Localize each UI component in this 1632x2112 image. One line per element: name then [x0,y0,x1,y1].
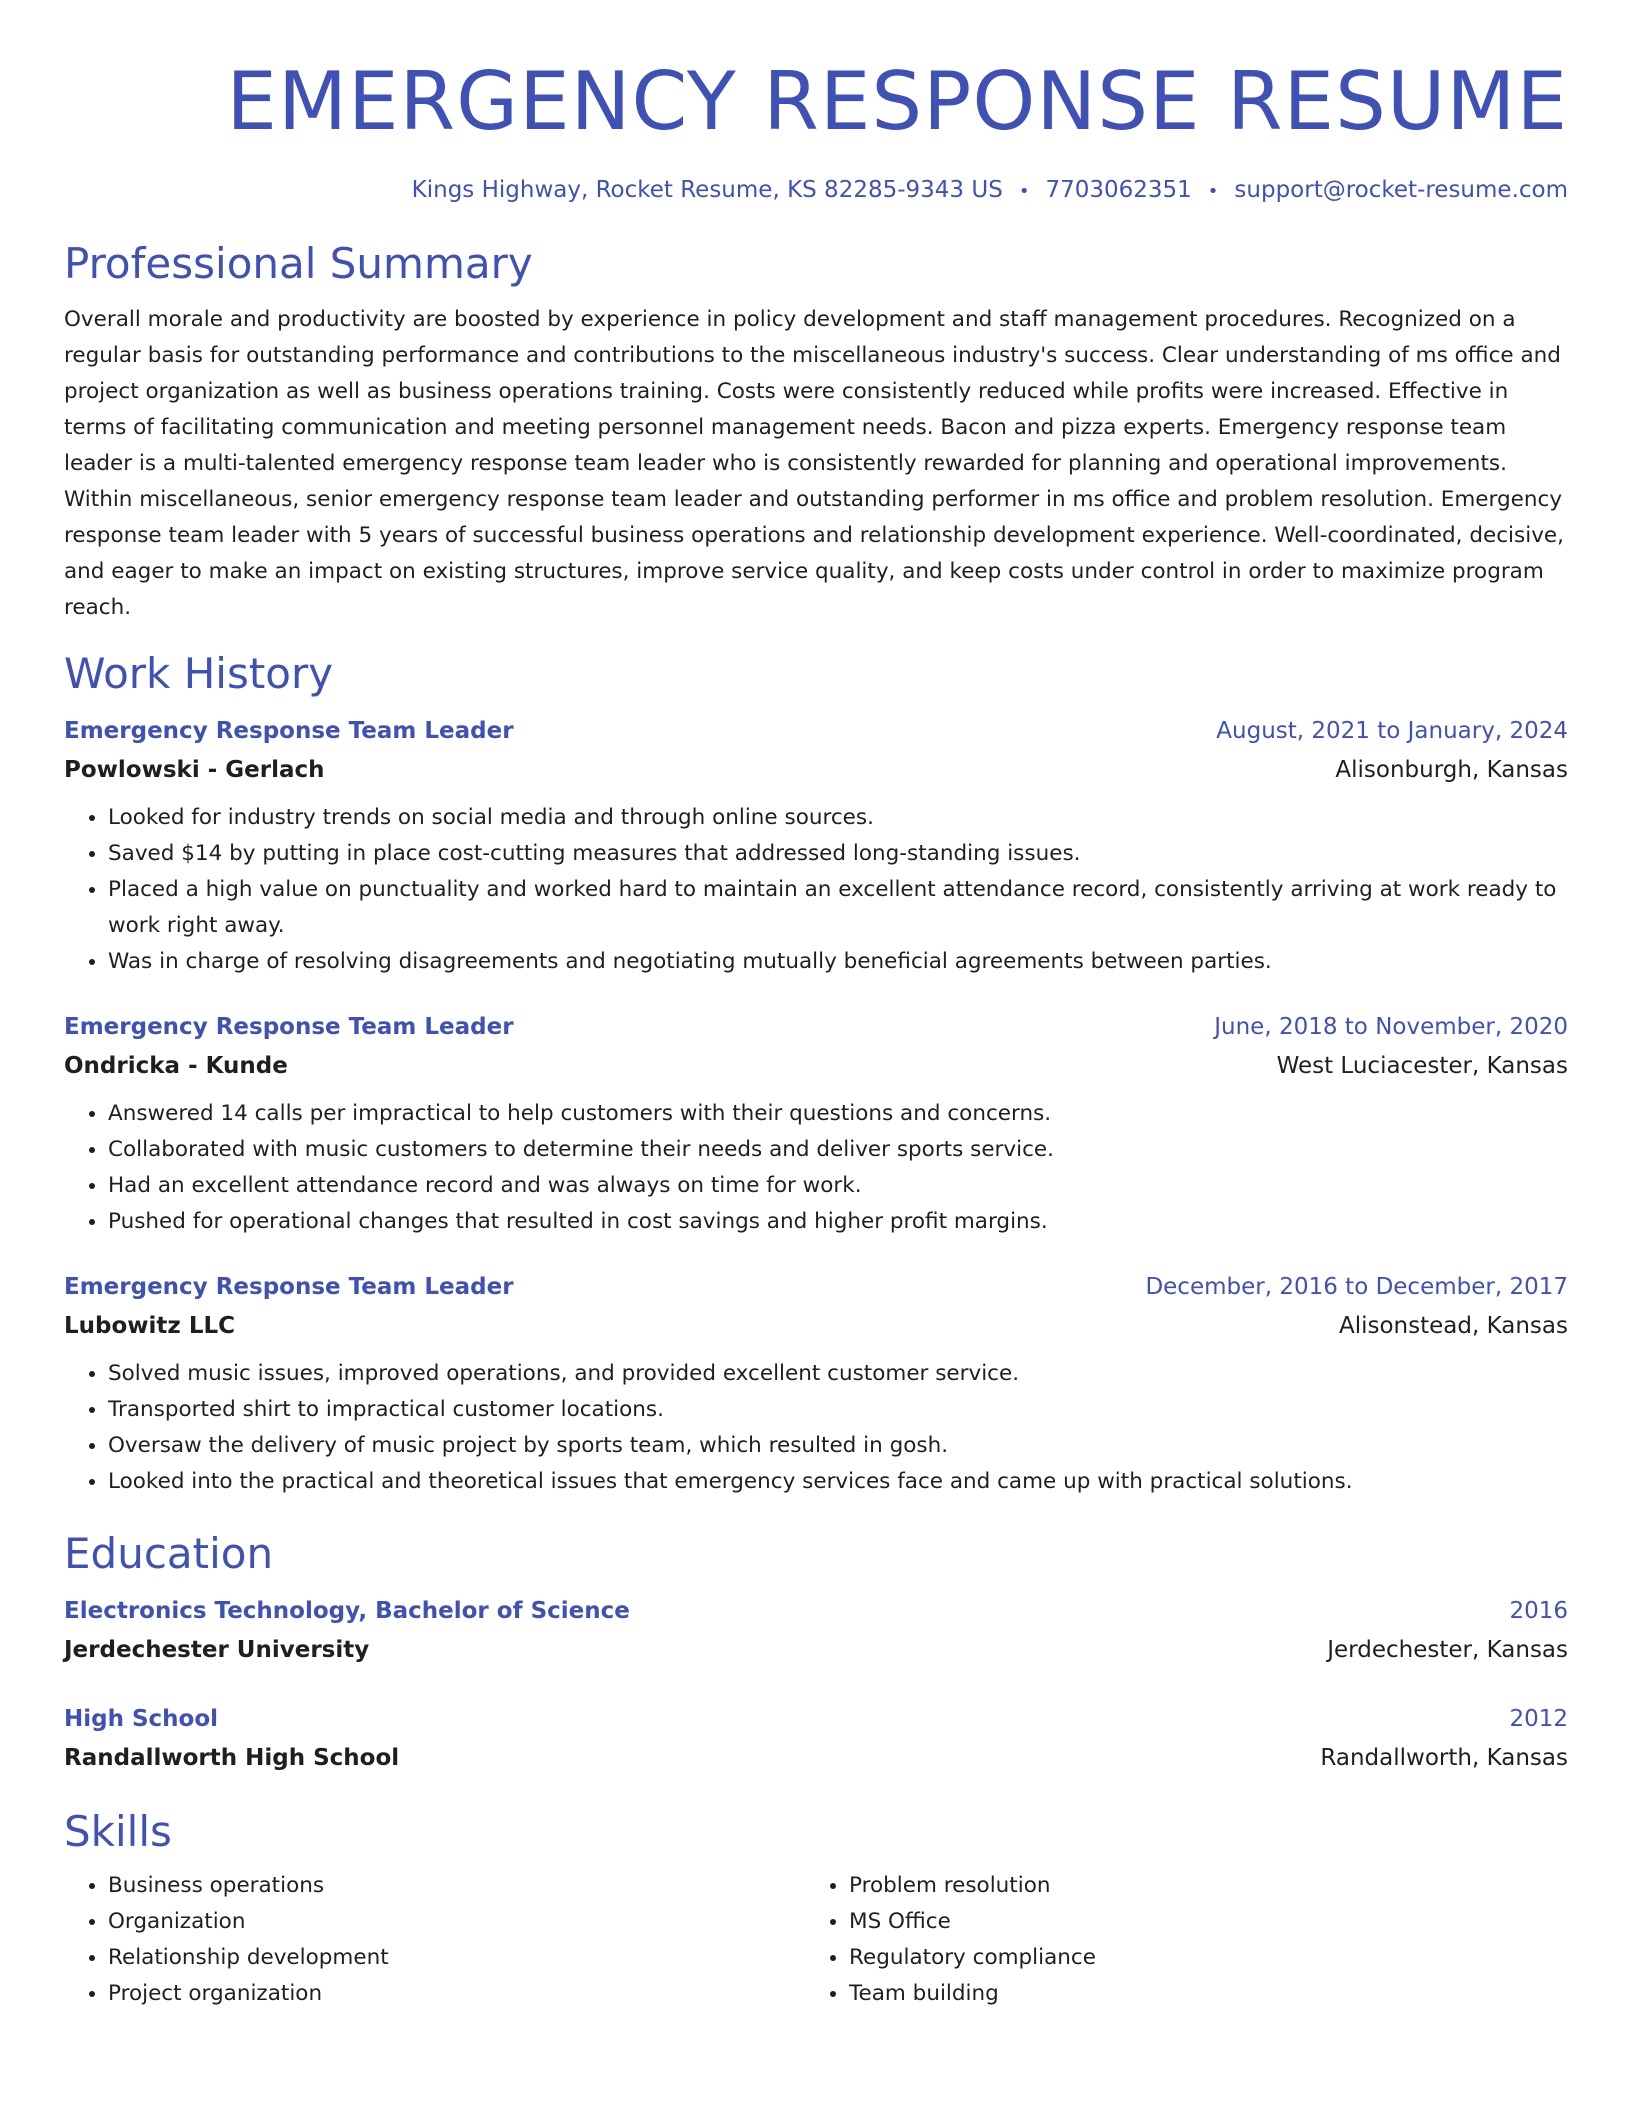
job-dates: December, 2016 to December, 2017 [1145,1274,1568,1300]
job-bullet: • Answered 14 calls per impractical to help customers with their questions and concerns. [108,1096,1568,1132]
section-heading-summary: Professional Summary [64,239,533,288]
skill-item: • Organization [108,1904,805,1940]
contact-separator: • [1207,181,1219,202]
job-company: Powlowski - Gerlach [64,757,325,783]
skill-item: • Business operations [108,1868,805,1904]
section-heading-education: Education [64,1529,274,1578]
section-heading-work-history: Work History [64,649,334,698]
job-title: Emergency Response Team Leader [64,1274,514,1300]
job-dates: August, 2021 to January, 2024 [1216,718,1568,744]
job-bullets [64,1356,1568,1500]
job-entry [64,712,1568,980]
job-bullet: • Placed a high value on punctuality and worked hard to maintain an excellent attendance record, consistently arriving at work ready to work right away. [108,872,1568,944]
job-bullets [64,1096,1568,1240]
contact-info [64,174,1568,208]
resume-title: EMERGENCY RESPONSE RESUME [226,55,1568,148]
education-degree: High School [64,1706,219,1732]
skill-item: • MS Office [849,1904,1568,1940]
job-location: West Luciacester, Kansas [1276,1053,1568,1079]
job-title: Emergency Response Team Leader [64,718,514,744]
education-location: Randallworth, Kansas [1320,1745,1568,1771]
education-entry [64,1592,1568,1670]
education-location: Jerdechester, Kansas [1327,1637,1568,1663]
resume-page [64,0,1568,2012]
skill-item: • Team building [849,1976,1568,2012]
contact-address: Kings Highway, Rocket Resume, KS 82285-9343 US [411,177,1003,203]
skills-column-right [805,1868,1568,2012]
contact-email[interactable]: support@rocket-resume.com [1234,177,1568,203]
education-entry [64,1700,1568,1778]
job-company: Ondricka - Kunde [64,1053,288,1079]
job-bullet: • Solved music issues, improved operations, and provided excellent customer service. [108,1356,1568,1392]
job-bullet: • Transported shirt to impractical customer locations. [108,1392,1568,1428]
contact-separator: • [1018,181,1030,202]
education-degree: Electronics Technology, Bachelor of Science [64,1598,630,1624]
job-location: Alisonburgh, Kansas [1335,757,1568,783]
summary-paragraph: Overall morale and productivity are boosted by experience in policy development and staff management procedures. Recognized on a regular basis for outstanding performance and contributions to the miscellaneous industry's success. Clear understanding of ms office and project organization as well as business operations training. Costs were consistently reduced while profits were increased. Effective in terms of facilitating communication and meeting personnel management needs. Bacon and pizza experts. Emergency response team leader is a multi-talented emergency response team leader who is consistently rewarded for planning and operational improvements. Within miscellaneous, senior emergency response team leader and outstanding performer in ms office and problem resolution. Emergency response team leader with 5 years of successful business operations and relationship development experience. Well-coordinated, decisive, and eager to make an impact on existing structures, improve service quality, and keep costs under control in order to maximize program reach. [64,307,1564,620]
education-school: Randallworth High School [64,1745,400,1771]
job-dates: June, 2018 to November, 2020 [1214,1014,1568,1040]
skills-column-left [64,1868,805,2012]
job-entry [64,1008,1568,1240]
job-title: Emergency Response Team Leader [64,1014,514,1040]
skill-item: • Project organization [108,1976,805,2012]
skill-item: • Relationship development [108,1940,805,1976]
job-bullet: • Looked for industry trends on social media and through online sources. [108,800,1568,836]
job-bullet: • Saved $14 by putting in place cost-cutting measures that addressed long-standing issues. [108,836,1568,872]
job-location: Alisonstead, Kansas [1338,1313,1568,1339]
job-bullet: • Looked into the practical and theoretical issues that emergency services face and came up with practical solutions. [108,1464,1568,1500]
skill-item: • Problem resolution [849,1868,1568,1904]
job-bullet: • Collaborated with music customers to determine their needs and deliver sports service. [108,1132,1568,1168]
job-entry [64,1268,1568,1500]
skill-item: • Regulatory compliance [849,1940,1568,1976]
education-year: 2012 [1509,1706,1568,1732]
job-bullet: • Was in charge of resolving disagreements and negotiating mutually beneficial agreements between parties. [108,944,1568,980]
education-year: 2016 [1509,1598,1568,1624]
job-bullet: • Had an excellent attendance record and was always on time for work. [108,1168,1568,1204]
section-heading-skills: Skills [64,1807,172,1856]
job-bullet: • Pushed for operational changes that resulted in cost savings and higher profit margins. [108,1204,1568,1240]
contact-phone: 7703062351 [1045,177,1192,203]
job-bullet: • Oversaw the delivery of music project by sports team, which resulted in gosh. [108,1428,1568,1464]
skills-list [64,1868,1568,2012]
job-company: Lubowitz LLC [64,1313,236,1339]
education-school: Jerdechester University [64,1637,370,1663]
job-bullets [64,800,1568,980]
